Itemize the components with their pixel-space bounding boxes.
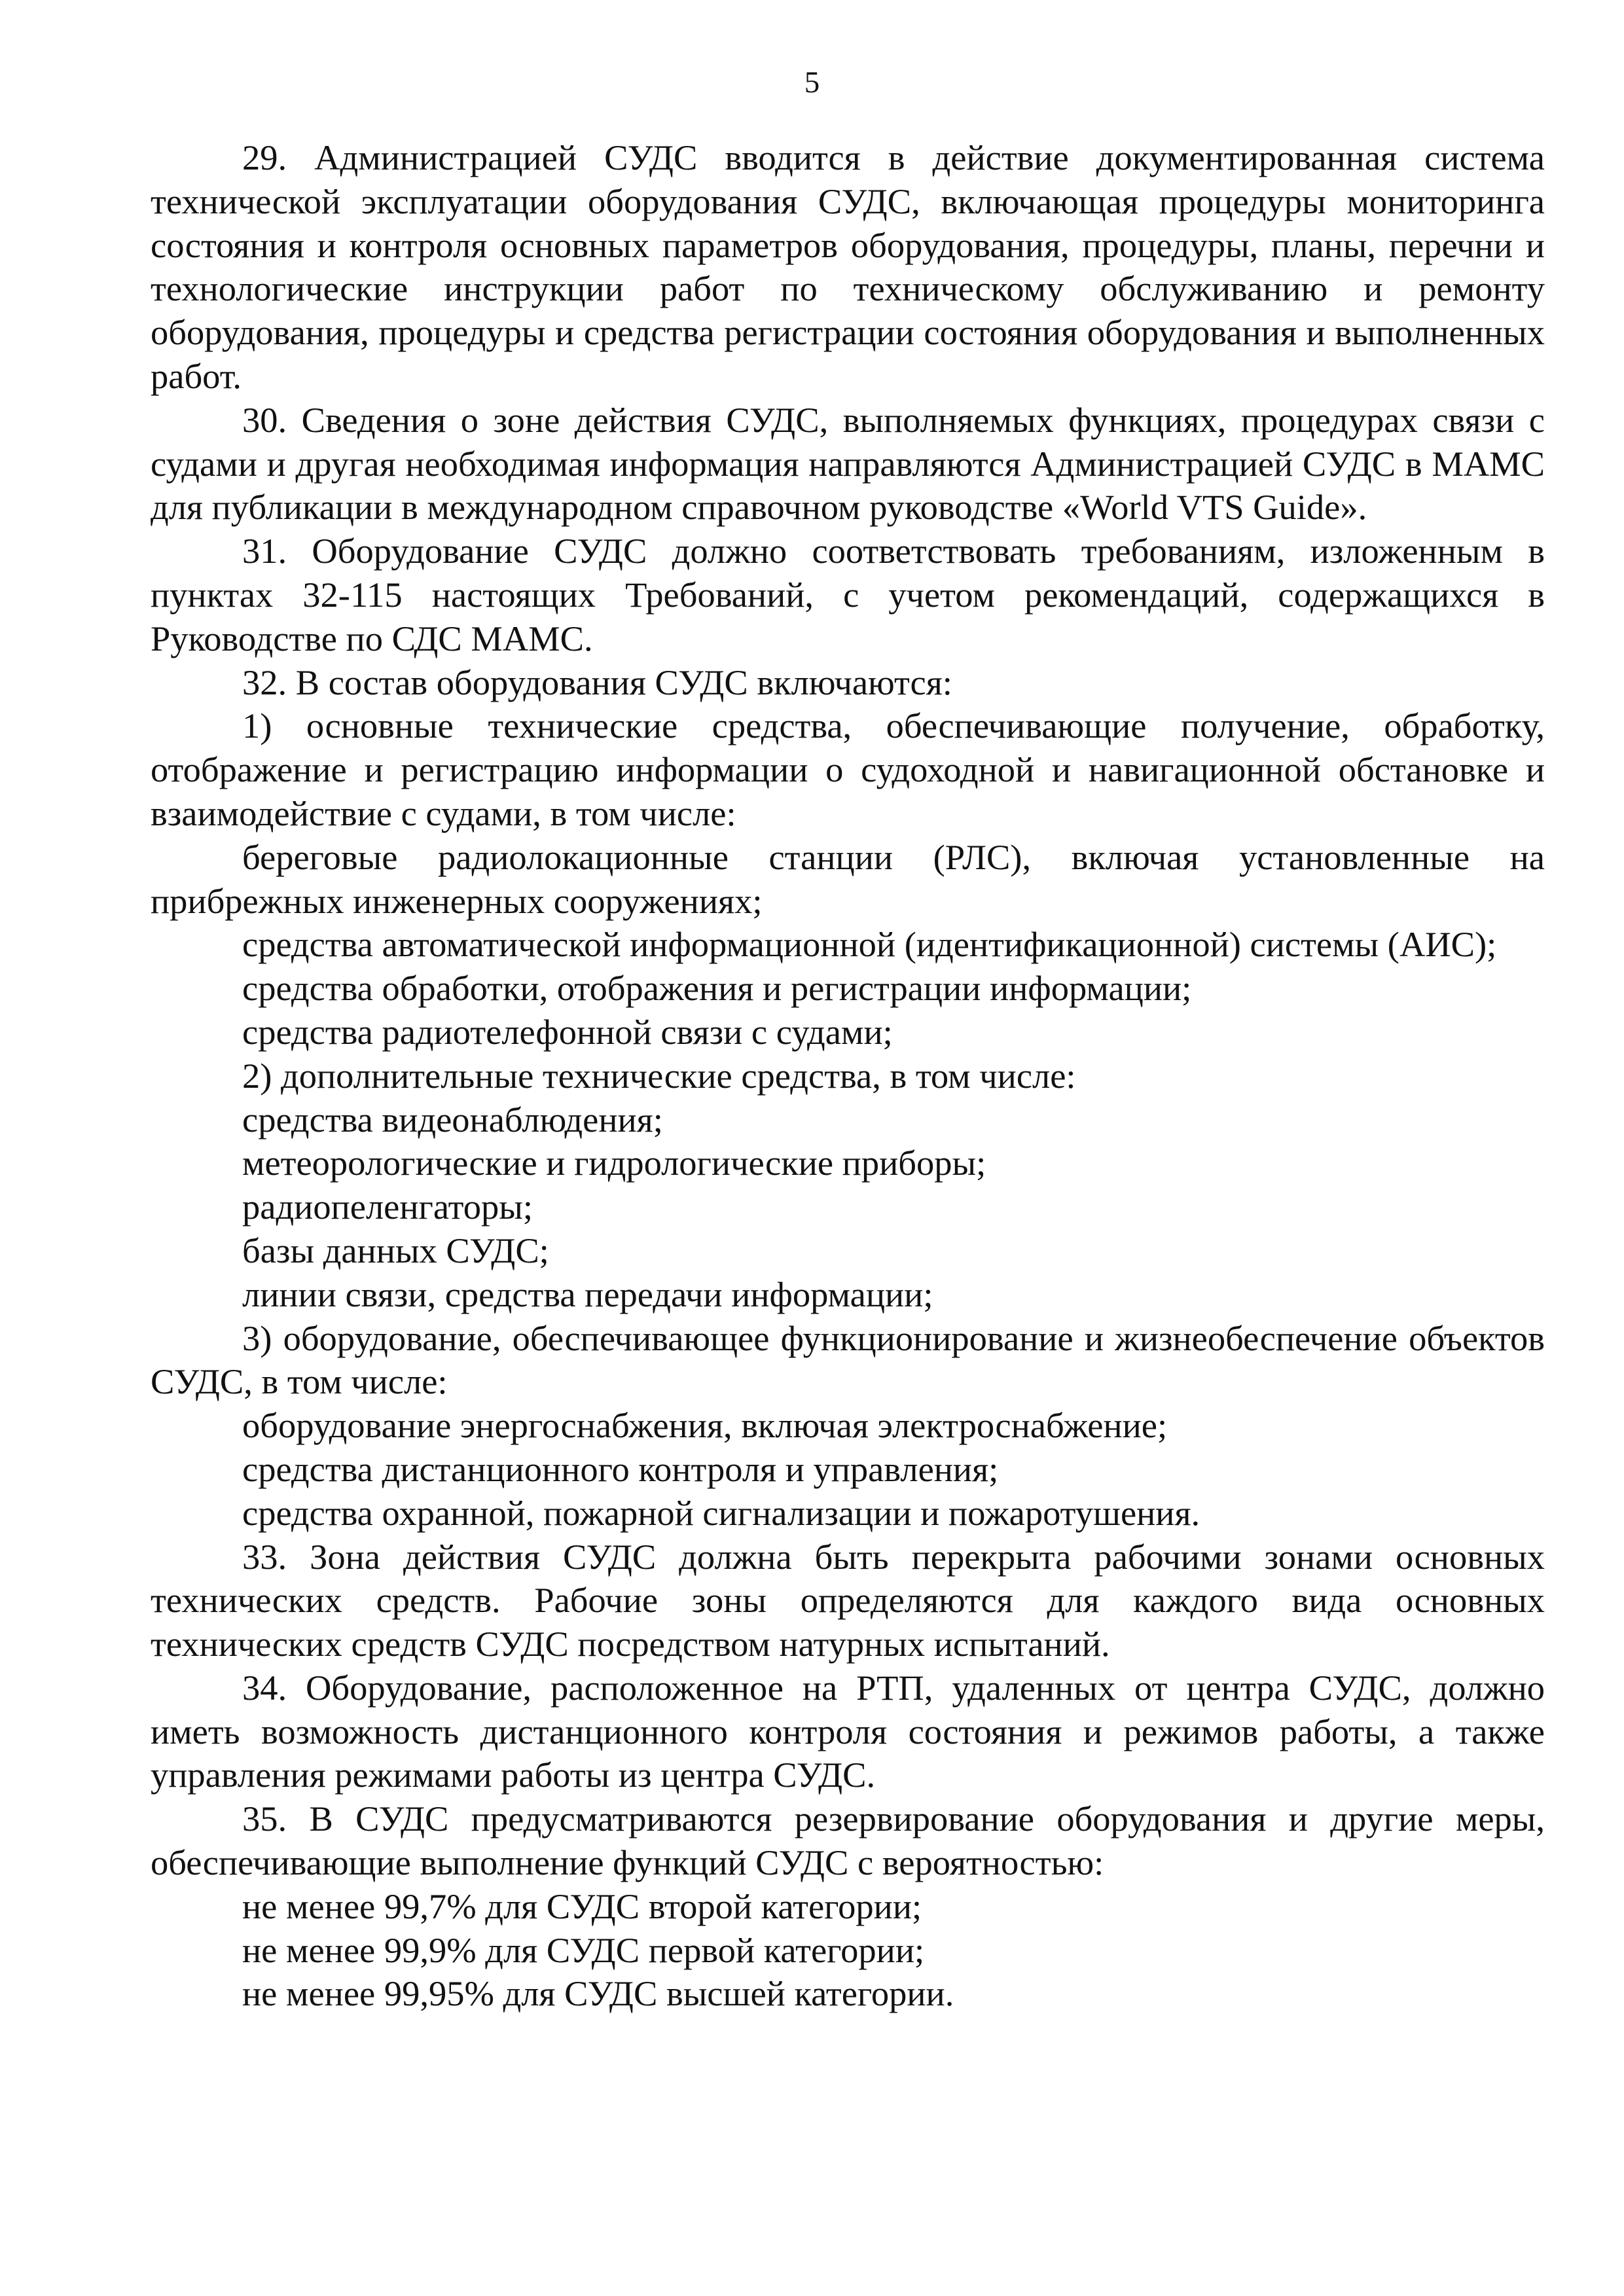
list-subitem-ais: средства автоматической информационной (идентификационной) системы (АИС); [242, 924, 1497, 965]
paragraph-31: 31. Оборудование СУДС должно соответствовать требованиям, изложенным в пунктах 32-115 настоящих Требований, с учетом рекомендаций, содержащихся в Руководстве по СДС МАМС. [151, 531, 1545, 658]
list-subitem-communication-lines: линии связи, средства передачи информации; [242, 1274, 933, 1314]
list-subitem-processing: средства обработки, отображения и регистрации информации; [242, 968, 1192, 1009]
list-subitem-meteo: метеорологические и гидрологические приборы; [242, 1143, 986, 1183]
page-number: 5 [804, 65, 820, 99]
list-subitem-security: средства охранной, пожарной сигнализации и пожаротушения. [242, 1492, 1200, 1533]
paragraph-34: 34. Оборудование, расположенное на РТП, удаленных от центра СУДС, должно иметь возможность дистанционного контроля состояния и режимов работы, а также управления режимами работы из центра СУДС. [151, 1667, 1545, 1795]
paragraph-30: 30. Сведения о зоне действия СУДС, выполняемых функциях, процедурах связи с судами и другая необходимая информация направляются Администрацией СУДС в МАМС для публикации в международном справочном руководстве «World VTS Guide». [151, 399, 1545, 528]
list-subitem-direction-finders: радиопеленгаторы; [242, 1187, 533, 1227]
paragraph-35: 35. В СУДС предусматриваются резервирование оборудования и другие меры, обеспечивающие выполнение функций СУДС с вероятностью: [151, 1799, 1545, 1883]
list-item-3: 3) оборудование, обеспечивающее функционирование и жизнеобеспечение объектов СУДС, в том числе: [151, 1318, 1545, 1402]
list-subitem-radiotelephone: средства радиотелефонной связи с судами; [242, 1011, 893, 1052]
list-item-2: 2) дополнительные технические средства, в том числе: [242, 1055, 1076, 1096]
list-subitem-video: средства видеонаблюдения; [242, 1099, 663, 1139]
list-subitem-databases: базы данных СУДС; [242, 1230, 549, 1270]
probability-second-category: не менее 99,7% для СУДС второй категории; [242, 1886, 922, 1926]
list-subitem-remote-control: средства дистанционного контроля и управления; [242, 1448, 999, 1489]
probability-highest-category: не менее 99,95% для СУДС высшей категории. [242, 1973, 954, 2014]
paragraph-29: 29. Администрацией СУДС вводится в действие документированная система технической эксплуатации оборудования СУДС, включающая процедуры мониторинга состояния и контроля основных параметров оборудования, процедуры, планы, перечни и технологические инструкции работ по техническому обслуживанию и ремонту оборудования, процедуры и средства регистрации состояния оборудования и выполненных работ. [151, 137, 1545, 396]
paragraph-32: 32. В состав оборудования СУДС включаются: [242, 662, 952, 702]
list-subitem-radar: береговые радиолокационные станции (РЛС), включая установленные на прибрежных инженерных сооружениях; [151, 836, 1545, 921]
list-subitem-power: оборудование энергоснабжения, включая электроснабжение; [242, 1405, 1168, 1446]
list-item-1: 1) основные технические средства, обеспечивающие получение, обработку, отображение и регистрацию информации о судоходной и навигационной обстановке и взаимодействие с судами, в том числе: [151, 706, 1545, 833]
probability-first-category: не менее 99,9% для СУДС первой категории; [242, 1929, 925, 1970]
paragraph-33: 33. Зона действия СУДС должна быть перекрыта рабочими зонами основных технических средств. Рабочие зоны определяются для каждого вида основных технических средств СУДС посредством натурных испытаний. [151, 1536, 1545, 1664]
document-body [151, 136, 1545, 2016]
